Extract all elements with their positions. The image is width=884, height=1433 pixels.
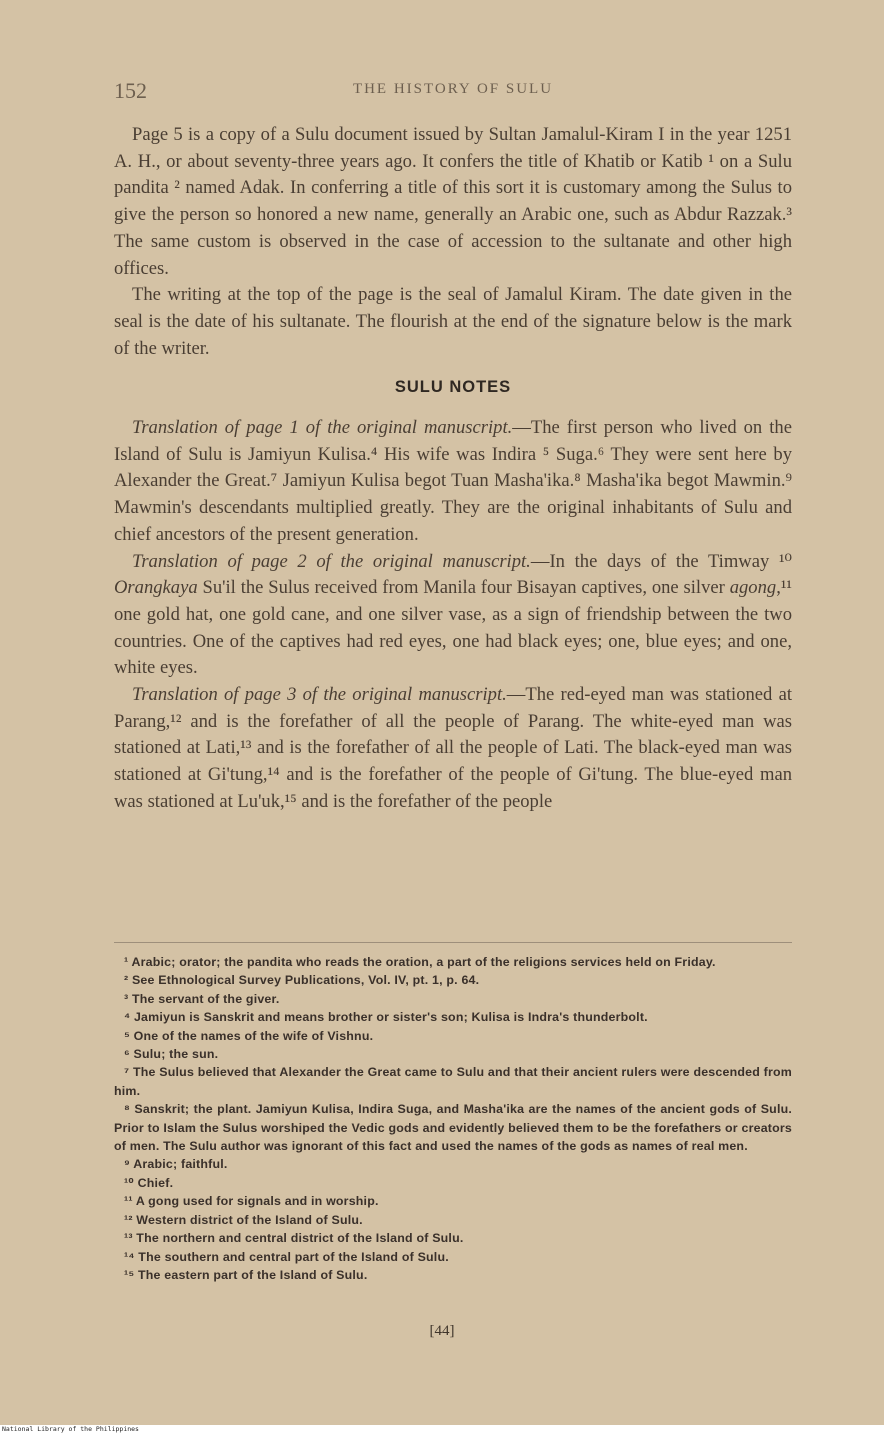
translation-paragraph-3 [114, 682, 792, 816]
footnote: ¹² Western district of the Island of Sulu. [124, 1212, 363, 1227]
footnote: ⁶ Sulu; the sun. [124, 1047, 219, 1062]
translation-paragraph-2 [114, 549, 792, 683]
footnote: ² See Ethnological Survey Publications, Vol. IV, pt. 1, p. 64. [124, 973, 480, 988]
footnote: ⁹ Arabic; faithful. [124, 1157, 228, 1172]
footnote: ³ The servant of the giver. [124, 991, 280, 1006]
translation-label-3: Translation of page 3 of the original manuscript. [132, 684, 507, 706]
page-header [114, 78, 792, 104]
footnote: ⁵ One of the names of the wife of Vishnu. [124, 1028, 374, 1043]
library-credit: National Library of the Philippines [2, 1425, 139, 1433]
translation-text-2c: ,¹¹ one gold hat, one gold cane, and one silver vase, as a sign of friendship between the two countries. One of the captives had red eyes, one had black eyes; one, blue eyes; and one, white eyes. [114, 577, 792, 679]
translation-paragraph-1 [114, 415, 792, 549]
footnote: ¹¹ A gong used for signals and in worship. [124, 1194, 379, 1209]
footnote: ¹⁴ The southern and central part of the Island of Sulu. [124, 1249, 449, 1264]
footnote: ¹⁰ Chief. [124, 1175, 174, 1190]
footnote: ¹ Arabic; orator; the pandita who reads the oration, a part of the religions services held on Friday. [124, 955, 716, 969]
footnote: ⁷ The Sulus believed that Alexander the Great came to Sulu and that their ancient rulers were descended from him. [114, 1065, 792, 1098]
translation-italic-orangkaya: Orangkaya [114, 577, 198, 599]
main-text [114, 122, 792, 816]
footnotes [114, 953, 792, 1284]
translation-label-2: Translation of page 2 of the original manuscript. [132, 550, 531, 572]
footnote-divider [114, 942, 792, 943]
page-reference: [44] [429, 1323, 455, 1339]
translation-text-1: —The first person who lived on the Island of Sulu is Jamiyun Kulisa.⁴ His wife was Indira ⁵ Suga.⁶ They were sent here by Alexander the Great.⁷ Jamiyun Kulisa begot Tuan Masha'ika.⁸ Masha'ika begot Mawmin.⁹ Mawmin's descendants multiplied greatly. They are the original inhabitants of Sulu and chief ancestors of the present generation. [114, 417, 792, 545]
footnote: ¹³ The northern and central district of the Island of Sulu. [124, 1231, 464, 1246]
translation-text-2b: Su'il the Sulus received from Manila four Bisayan captives, one silver [197, 577, 730, 599]
translation-text-3: —The red-eyed man was stationed at Parang,¹² and is the forefather of all the people of Parang. The white-eyed man was stationed at Lati,¹³ and is the forefather of all the people of Lati. The black-eyed man was stationed at Gi'tung,¹⁴ and is the forefather of the people of Gi'tung. The blue-eyed man was stationed at Lu'uk,¹⁵ and is the forefather of the people [114, 684, 792, 812]
running-title: THE HISTORY OF SULU [352, 81, 554, 97]
footnote: ¹⁵ The eastern part of the Island of Sulu. [124, 1267, 368, 1282]
footnote: ⁴ Jamiyun is Sanskrit and means brother or sister's son; Kulisa is Indra's thunderbolt. [124, 1010, 648, 1025]
translation-label-1: Translation of page 1 of the original manuscript. [132, 417, 513, 439]
intro-paragraph-2: The writing at the top of the page is the seal of Jamalul Kiram. The date given in the seal is the date of his sultanate. The flourish at the end of the signature below is the mark of the writer. [114, 284, 792, 359]
section-heading: SULU NOTES [394, 378, 512, 397]
footnote: ⁸ Sanskrit; the plant. Jamiyun Kulisa, Indira Suga, and Masha'ika are the names of the ancient gods of Sulu. Prior to Islam the Sulus worshiped the Vedic gods and evidently believed them to be the forefathers or creators of men. The Sulu author was ignorant of this fact and used the names of the gods as names of real men. [114, 1102, 792, 1154]
page-number: 152 [114, 78, 147, 103]
translation-italic-agong: agong [729, 577, 777, 599]
intro-paragraph-1: Page 5 is a copy of a Sulu document issued by Sultan Jamalul-Kiram I in the year 1251 A. H., or about seventy-three years ago. It confers the title of Khatib or Katib ¹ on a Sulu pandita ² named Adak. In conferring a title of this sort it is customary among the Sulus to give the person so honored a new name, generally an Arabic one, such as Abdur Razzak.³ The same custom is observed in the case of accession to the sultanate and other high offices. [114, 124, 792, 279]
translation-text-2a: —In the days of the Timway ¹⁰ [530, 550, 792, 572]
